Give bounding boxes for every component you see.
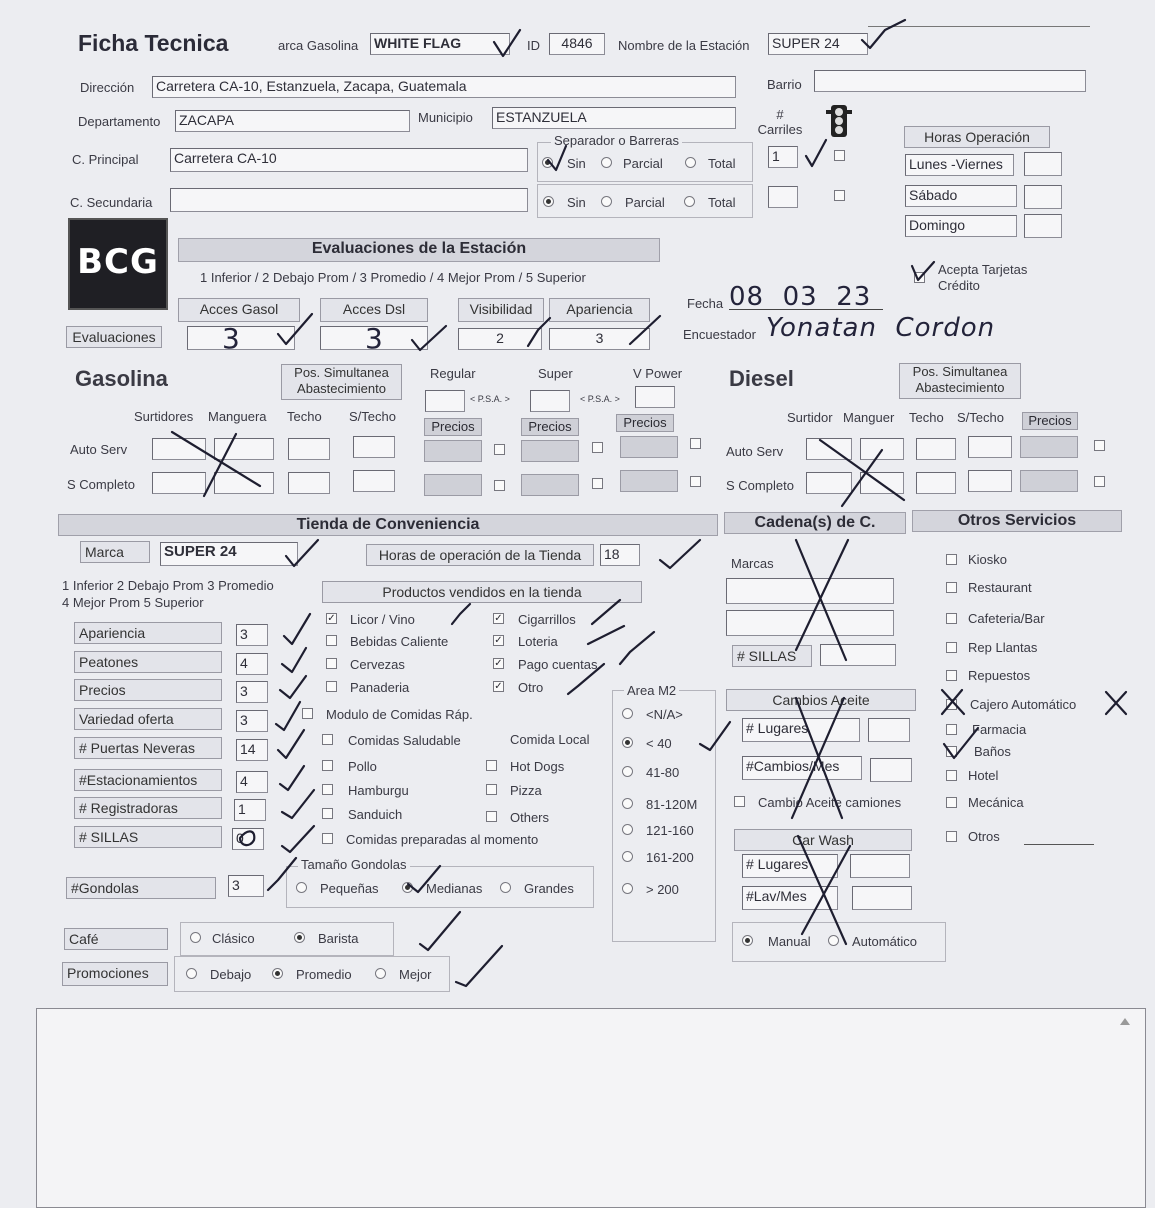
gas-sc-mangueras[interactable] <box>214 472 274 494</box>
otros-label-8: Hotel <box>968 768 999 783</box>
area-radio-0[interactable] <box>622 708 633 719</box>
diesel-sc-precio[interactable] <box>1020 470 1078 492</box>
debajo-radio[interactable] <box>186 968 197 979</box>
rating-value-2[interactable]: 3 <box>236 681 268 703</box>
otros-label-2: Cafeteria/Bar <box>968 611 1045 626</box>
gas-sc-techo[interactable] <box>288 472 330 494</box>
regular-label: Regular <box>430 366 476 381</box>
otros-title: Otros Servicios <box>912 510 1122 532</box>
evaluaciones-title: Evaluaciones de la Estación <box>178 238 660 262</box>
product-right-label-3: Otro <box>518 680 544 695</box>
encuestador-handwritten: Yonatan Cordon <box>766 313 996 343</box>
gas-as-check-2[interactable] <box>592 442 603 453</box>
otros-checkbox-4[interactable] <box>946 670 957 681</box>
comida-left-checkbox-3[interactable] <box>322 808 333 819</box>
techo-label: Techo <box>287 409 322 424</box>
pequenas-radio[interactable] <box>296 882 307 893</box>
diesel-as-manguer[interactable] <box>860 438 904 460</box>
lav-mes-label: #Lav/Mes <box>742 886 838 910</box>
gasolina-pos-simultanea[interactable]: Pos. Simultanea Abastecimiento <box>281 364 402 400</box>
horas-operacion-button[interactable]: Horas Operación <box>904 126 1050 148</box>
medianas-label: Medianas <box>426 881 483 896</box>
municipio-field[interactable]: ESTANZUELA <box>492 107 736 129</box>
carriles-label: # Carriles <box>757 107 803 137</box>
area-label-6: > 200 <box>646 882 679 897</box>
comida-left-checkbox-1[interactable] <box>322 760 333 771</box>
diesel-surtidor-label: Surtidor <box>787 410 833 425</box>
rating-value-6[interactable]: 1 <box>234 799 266 821</box>
comida-right-checkbox-2[interactable] <box>486 811 497 822</box>
visibilidad-button[interactable]: Visibilidad <box>458 298 544 322</box>
vpower-label: V Power <box>633 366 683 381</box>
sabado-field[interactable]: Sábado <box>905 185 1017 207</box>
diesel-as-surtidor[interactable] <box>806 438 852 460</box>
separador-label: Separador o Barreras <box>551 133 682 148</box>
cadena-sillas-label: # SILLAS <box>732 645 812 667</box>
product-left-checkbox-0[interactable]: ✓ <box>327 613 336 624</box>
id-label: ID <box>527 38 540 53</box>
otros-label-9: Mecánica <box>968 795 1024 810</box>
grandes-label: Grandes <box>524 881 574 896</box>
secundaria-field[interactable] <box>170 188 528 212</box>
separador-total-radio[interactable] <box>685 157 696 168</box>
tienda-marca-field[interactable]: SUPER 24 <box>160 542 298 566</box>
product-left-checkbox-3[interactable] <box>326 681 337 692</box>
rating-label-0: Apariencia <box>74 622 222 644</box>
gas-as-precio-3[interactable] <box>620 436 678 458</box>
separador-sin-radio[interactable] <box>542 157 553 168</box>
otros-checkbox-0[interactable] <box>946 554 957 565</box>
tarjetas-checkbox[interactable] <box>914 272 925 283</box>
product-right-label-1: Loteria <box>518 634 558 649</box>
diesel-sc-check[interactable] <box>1094 476 1105 487</box>
gas-as-check-3[interactable] <box>690 438 701 449</box>
area-radio-6[interactable] <box>622 883 633 894</box>
carriles-checkbox-2[interactable] <box>834 190 845 201</box>
cambios-aceite-title: Cambios Aceite <box>726 689 916 711</box>
separador-total-label: Total <box>708 156 736 171</box>
gas-sc-precio-1[interactable] <box>424 474 482 496</box>
principal-field[interactable]: Carretera CA-10 <box>170 148 528 172</box>
area-label-4: 121-160 <box>646 823 694 838</box>
traffic-light-icon <box>826 104 852 138</box>
regular-field[interactable] <box>425 390 465 412</box>
comida-right-label-0: Hot Dogs <box>510 759 565 774</box>
cambios-mes-field[interactable] <box>870 758 912 782</box>
fecha-handwritten: 08 03 23 <box>729 282 872 312</box>
productos-title: Productos vendidos en la tienda <box>322 581 642 603</box>
separador-parcial-label: Parcial <box>623 156 663 171</box>
diesel-as-check[interactable] <box>1094 440 1105 451</box>
comida-left-checkbox-0[interactable] <box>322 734 333 745</box>
mangueras-label: Manguera <box>208 409 267 424</box>
acces-dsl-button[interactable]: Acces Dsl <box>320 298 428 322</box>
area-label-2: 41-80 <box>646 765 680 780</box>
product-left-checkbox-2[interactable] <box>326 658 337 669</box>
gas-sc-surtidores[interactable] <box>152 472 206 494</box>
rating-label-2: Precios <box>74 679 222 701</box>
precios-header-3: Precios <box>616 414 674 432</box>
rating-label-7: # SILLAS <box>74 826 222 848</box>
departamento-label: Departamento <box>78 114 161 129</box>
otros-checkbox-9[interactable] <box>946 797 957 808</box>
gas-sc-check-2[interactable] <box>592 478 603 489</box>
comida-left-label-0: Comidas Saludable <box>348 733 461 748</box>
comida-right-label-1: Pizza <box>510 783 542 798</box>
cambio-lugares-label: # Lugares <box>742 718 860 742</box>
comida-right-label-2: Others <box>510 810 550 825</box>
car-wash-title: Car Wash <box>734 829 912 851</box>
product-right-checkbox-3[interactable]: ✓ <box>494 681 503 692</box>
principal-label: C. Principal <box>72 152 139 167</box>
rating-value-1[interactable]: 4 <box>236 653 268 675</box>
separador2-parcial-radio[interactable] <box>601 196 612 207</box>
diesel-techo-label: Techo <box>909 410 944 425</box>
separador2-total-label: Total <box>708 195 736 210</box>
tienda-scale-1: 1 Inferior 2 Debajo Prom 3 Promedio <box>62 578 274 593</box>
area-radio-4[interactable] <box>622 824 633 835</box>
diesel-stecho-label: S/Techo <box>957 410 1004 425</box>
diesel-manguer-label: Manguer <box>843 410 895 425</box>
tienda-horas-label: Horas de operación de la Tienda <box>366 544 594 566</box>
manual-radio[interactable] <box>742 935 753 946</box>
precios-header-2: Precios <box>521 418 579 436</box>
area-radio-3[interactable] <box>622 798 633 809</box>
tienda-marca-label: Marca <box>80 541 150 563</box>
grandes-radio[interactable] <box>500 882 511 893</box>
barrio-label: Barrio <box>767 77 802 92</box>
otros-label-6: Farmacia <box>972 722 1027 737</box>
barista-radio[interactable] <box>294 932 305 943</box>
marca-field[interactable]: WHITE FLAG <box>370 33 510 55</box>
vpower-field[interactable] <box>635 386 675 408</box>
visibilidad-field[interactable]: 2 <box>458 328 542 350</box>
clasico-label: Clásico <box>212 931 255 946</box>
otros-label-3: Rep Llantas <box>968 640 1038 655</box>
otros-checkbox-3[interactable] <box>946 642 957 653</box>
separador2-sin-label: Sin <box>567 195 586 210</box>
otros-checkbox-2[interactable] <box>946 613 957 624</box>
gas-as-mangueras[interactable] <box>214 438 274 460</box>
clasico-radio[interactable] <box>190 932 201 943</box>
lunes-viernes-field[interactable]: Lunes -Viernes <box>905 154 1014 176</box>
wash-lugares-label: # Lugares <box>742 854 838 878</box>
product-right-checkbox-1[interactable]: ✓ <box>494 635 503 646</box>
modulo-label: Modulo de Comidas Ráp. <box>326 707 473 722</box>
otros-checkbox-5[interactable] <box>946 699 957 710</box>
diesel-as-stecho[interactable] <box>968 436 1012 458</box>
surtidores-label: Surtidores <box>134 409 194 424</box>
wash-lugares-field[interactable] <box>850 854 910 878</box>
gas-s-completo-label: S Completo <box>67 477 135 492</box>
pequenas-label: Pequeñas <box>320 881 379 896</box>
comida-left-label-2: Hamburgu <box>348 783 409 798</box>
area-group <box>612 690 716 942</box>
marca-label: arca Gasolina <box>278 38 359 53</box>
diesel-precios-header: Precios <box>1022 412 1078 430</box>
otros-label-7: Baños <box>974 744 1011 759</box>
psa-label-1: < P.S.A. > <box>470 394 510 404</box>
rating-label-5: #Estacionamientos <box>74 769 222 791</box>
comida-local-label: Comida Local <box>510 732 590 747</box>
separador-sin-label: Sin <box>567 156 586 171</box>
promedio-radio[interactable] <box>272 968 283 979</box>
gas-as-techo[interactable] <box>288 438 330 460</box>
lav-mes-field[interactable] <box>852 886 912 910</box>
cambios-mes-label: #Cambios/Mes <box>742 756 862 780</box>
gas-sc-precio-3[interactable] <box>620 470 678 492</box>
diesel-s-completo-label: S Completo <box>726 478 794 493</box>
diesel-pos-simultanea[interactable]: Pos. Simultanea Abastecimiento <box>899 363 1021 399</box>
cadena-marca-2[interactable] <box>726 610 894 636</box>
product-left-checkbox-1[interactable] <box>326 635 337 646</box>
medianas-radio[interactable] <box>402 882 413 893</box>
barrio-field[interactable] <box>814 70 1086 92</box>
nombre-label: Nombre de la Estación <box>618 38 750 53</box>
otros-checkbox-8[interactable] <box>946 770 957 781</box>
mejor-radio[interactable] <box>375 968 386 979</box>
cadena-marca-1[interactable] <box>726 578 894 604</box>
otros-label-0: Kiosko <box>968 552 1008 567</box>
otros-underline <box>1024 844 1094 845</box>
product-right-checkbox-2[interactable]: ✓ <box>494 658 503 669</box>
carriles-checkbox[interactable] <box>834 150 845 161</box>
direccion-label: Dirección <box>80 80 135 95</box>
cadena-title: Cadena(s) de C. <box>724 512 906 534</box>
tienda-scale-2: 4 Mejor Prom 5 Superior <box>62 595 204 610</box>
fecha-label: Fecha <box>687 296 724 311</box>
diesel-as-techo[interactable] <box>916 438 956 460</box>
otros-checkbox-10[interactable] <box>946 831 957 842</box>
camiones-checkbox[interactable] <box>734 796 745 807</box>
diesel-sc-stecho[interactable] <box>968 470 1012 492</box>
rating-label-4: # Puertas Neveras <box>74 737 222 759</box>
promedio-label: Promedio <box>296 967 352 982</box>
domingo-hours[interactable] <box>1024 214 1062 238</box>
bcg-logo <box>68 218 168 310</box>
acces-dsl-handwritten: 3 <box>365 322 383 355</box>
diesel-auto-serv-label: Auto Serv <box>726 444 784 459</box>
otros-checkbox-1[interactable] <box>946 582 957 593</box>
product-right-label-0: Cigarrillos <box>518 612 576 627</box>
diesel-sc-surtidor[interactable] <box>806 472 852 494</box>
tienda-horas-field[interactable]: 18 <box>600 544 640 566</box>
manual-label: Manual <box>768 934 811 949</box>
otros-label-5: Cajero Automático <box>970 697 1077 712</box>
cafe-label: Café <box>64 928 168 950</box>
gondolas-label: #Gondolas <box>66 877 216 899</box>
diesel-sc-techo[interactable] <box>916 472 956 494</box>
otros-checkbox-6[interactable] <box>946 724 957 735</box>
gas-as-precio-1[interactable] <box>424 440 482 462</box>
separador-parcial-radio[interactable] <box>601 157 612 168</box>
separador2-parcial-label: Parcial <box>625 195 665 210</box>
super-label: Super <box>538 366 573 381</box>
rating-value-3[interactable]: 3 <box>236 710 268 732</box>
gas-sc-stecho[interactable] <box>353 470 395 492</box>
cambio-lugares-field[interactable] <box>868 718 910 742</box>
comida-right-checkbox-1[interactable] <box>486 784 497 795</box>
tamano-label: Tamaño Gondolas <box>298 857 410 872</box>
gas-sc-precio-2[interactable] <box>521 474 579 496</box>
gas-as-check-1[interactable] <box>494 444 505 455</box>
area-label-0: <N/A> <box>646 707 683 722</box>
rating-value-0[interactable]: 3 <box>236 624 268 646</box>
area-label-3: 81-120M <box>646 797 698 812</box>
comida-left-label-1: Pollo <box>348 759 377 774</box>
psa-label-2: < P.S.A. > <box>580 394 620 404</box>
rating-value-5[interactable]: 4 <box>236 771 268 793</box>
product-right-label-2: Pago cuentas <box>518 657 598 672</box>
gas-sc-check-1[interactable] <box>494 480 505 491</box>
camiones-label: Cambio Aceite camiones <box>758 795 902 810</box>
product-right-checkbox-0[interactable]: ✓ <box>494 613 503 624</box>
gas-as-stecho[interactable] <box>353 436 395 458</box>
comida-left-checkbox-2[interactable] <box>322 784 333 795</box>
rating-label-3: Variedad oferta <box>74 708 222 730</box>
gasolina-title: Gasolina <box>75 366 168 391</box>
municipio-label: Municipio <box>418 110 473 125</box>
comida-left-label-3: Sanduich <box>348 807 403 822</box>
carriles-field-2[interactable] <box>768 186 798 208</box>
automatico-radio[interactable] <box>828 935 839 946</box>
stecho-label: S/Techo <box>349 409 396 424</box>
automatico-label: Automático <box>852 934 918 949</box>
separador2-total-radio[interactable] <box>684 196 695 207</box>
otros-label-10: Otros <box>968 829 1000 844</box>
encuestador-label: Encuestador <box>683 327 756 342</box>
otros-checkbox-7[interactable] <box>946 746 957 757</box>
gas-sc-check-3[interactable] <box>690 476 701 487</box>
fecha-underline <box>729 309 883 310</box>
area-radio-1[interactable] <box>622 737 633 748</box>
comida-right-checkbox-0[interactable] <box>486 760 497 771</box>
acces-gasol-button[interactable]: Acces Gasol <box>178 298 300 322</box>
otros-label-4: Repuestos <box>968 668 1031 683</box>
separador2-sin-radio[interactable] <box>543 196 554 207</box>
acces-gasol-field[interactable] <box>187 326 295 350</box>
carriles-field[interactable]: 1 <box>768 146 798 168</box>
departamento-field[interactable]: ZACAPA <box>175 110 410 132</box>
secundaria-label: C. Secundaria <box>70 195 153 210</box>
area-label-5: 161-200 <box>646 850 694 865</box>
barista-label: Barista <box>318 931 359 946</box>
super-field[interactable] <box>530 390 570 412</box>
bcg-logo-text: BCG <box>77 242 159 282</box>
diesel-as-precio[interactable] <box>1020 436 1078 458</box>
tarjetas-label: Acepta Tarjetas Crédito <box>938 262 1028 293</box>
notes-scroll-up-icon[interactable] <box>1120 1018 1130 1025</box>
apariencia-field[interactable]: 3 <box>549 328 650 350</box>
debajo-label: Debajo <box>210 967 252 982</box>
precios-header-1: Precios <box>424 418 482 436</box>
modulo-checkbox[interactable] <box>302 708 313 719</box>
diesel-sc-manguer[interactable] <box>860 472 904 494</box>
evaluaciones-scale: 1 Inferior / 2 Debajo Prom / 3 Promedio / 4 Mejor Prom / 5 Superior <box>200 270 586 285</box>
header-underline <box>868 26 1090 27</box>
tienda-title: Tienda de Conveniencia <box>58 514 718 536</box>
product-left-label-3: Panaderia <box>350 680 410 695</box>
gas-as-precio-2[interactable] <box>521 440 579 462</box>
domingo-field[interactable]: Domingo <box>905 215 1017 237</box>
preparadas-label: Comidas preparadas al momento <box>346 832 539 847</box>
form-title: Ficha Tecnica <box>78 30 229 56</box>
area-label: Area M2 <box>624 683 679 698</box>
product-left-label-2: Cervezas <box>350 657 405 672</box>
area-radio-5[interactable] <box>622 851 633 862</box>
gondolas-field[interactable]: 3 <box>228 875 264 897</box>
gas-as-surtidores[interactable] <box>152 438 206 460</box>
rating-value-4[interactable]: 14 <box>236 739 268 761</box>
rating-label-6: # Registradoras <box>74 797 222 819</box>
diesel-title: Diesel <box>729 366 794 391</box>
otros-label-1: Restaurant <box>968 580 1032 595</box>
area-radio-2[interactable] <box>622 766 633 777</box>
preparadas-checkbox[interactable] <box>322 833 333 844</box>
product-left-label-0: Licor / Vino <box>350 612 415 627</box>
notes-area[interactable] <box>36 1008 1146 1208</box>
cadena-marcas-label: Marcas <box>731 556 774 571</box>
evaluaciones-row-label: Evaluaciones <box>66 326 162 348</box>
cadena-sillas-field[interactable] <box>820 644 896 666</box>
lunes-viernes-hours[interactable] <box>1024 152 1062 176</box>
product-left-label-1: Bebidas Caliente <box>350 634 449 649</box>
area-label-1: < 40 <box>646 736 672 751</box>
gas-auto-serv-label: Auto Serv <box>70 442 128 457</box>
sabado-hours[interactable] <box>1024 185 1062 209</box>
mejor-label: Mejor <box>399 967 432 982</box>
promociones-label: Promociones <box>62 962 168 986</box>
nombre-field[interactable]: SUPER 24 <box>768 33 868 55</box>
id-field[interactable]: 4846 <box>549 33 605 55</box>
rating-value-7[interactable]: 0 <box>232 828 264 850</box>
apariencia-button[interactable]: Apariencia <box>549 298 650 322</box>
direccion-field[interactable]: Carretera CA-10, Estanzuela, Zacapa, Guatemala <box>152 76 736 98</box>
rating-label-1: Peatones <box>74 651 222 673</box>
acces-gasol-handwritten: 3 <box>222 322 240 355</box>
